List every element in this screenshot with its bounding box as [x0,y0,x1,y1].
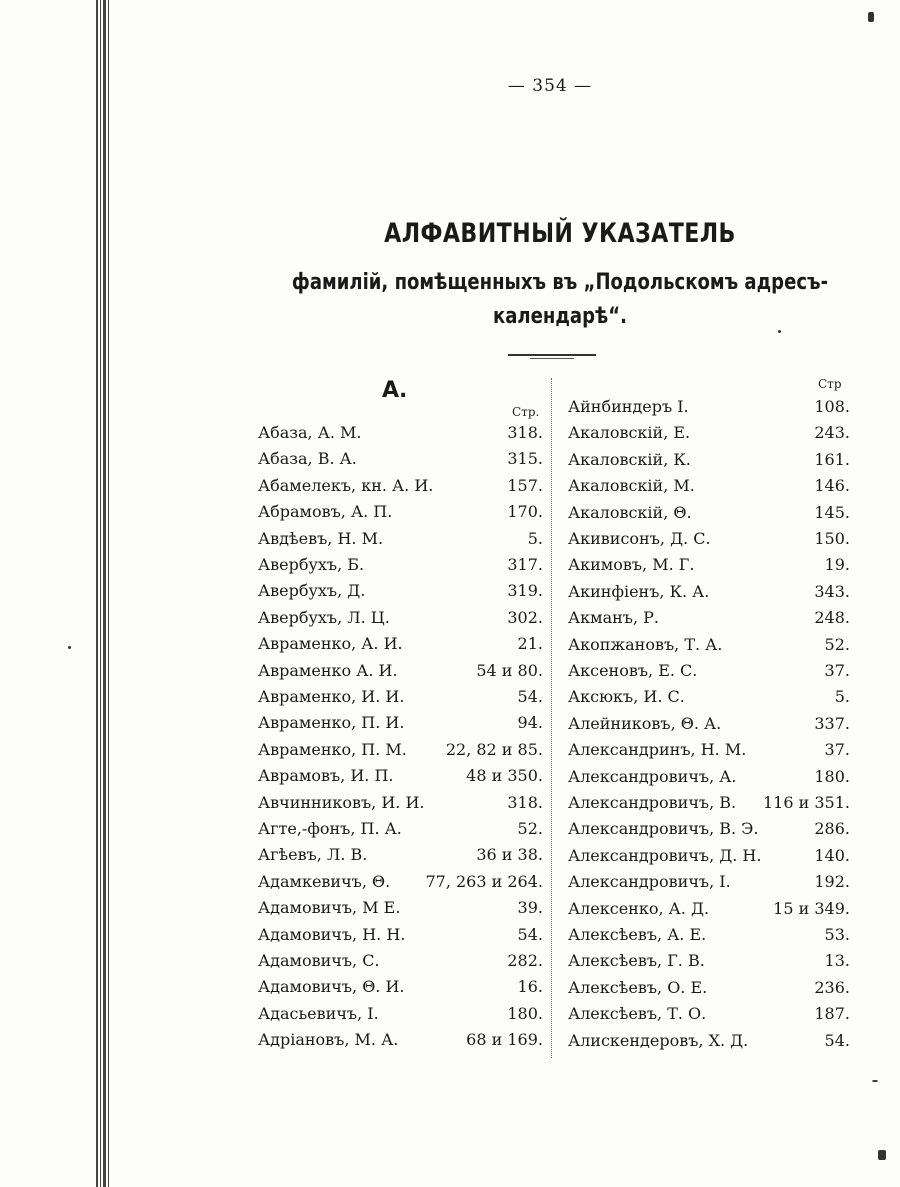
entry-name: Александровичъ, В. [568,793,737,812]
index-subtitle-line2: календарѣ“. [493,304,627,329]
entry-name: Авраменко, П. И. [258,713,405,733]
right-index-entry [568,948,850,974]
entry-page: 319. [507,581,543,601]
entry-page: 5. [834,687,850,707]
entry-name: Алейниковъ, Θ. А. [568,713,722,733]
right-index-entry [568,447,850,473]
right-index-entry [568,922,850,948]
print-speck [878,1150,886,1160]
binding-edge [96,0,110,1187]
right-index-entry [568,1001,850,1027]
title-rule-inner [530,358,574,359]
entry-page: 36 и 38. [476,845,543,865]
entry-page: 54. [517,924,543,944]
entry-page: 150. [814,529,850,548]
title-rule [508,354,596,356]
entry-page: 343. [814,581,850,601]
index-subtitle-line1: фамилій, помѣщенныхъ въ „Подольскомъ адресъ- [291,270,829,295]
entry-page: 68 и 169. [466,1030,543,1050]
entry-name: Александровичъ, Д. Н. [568,845,762,865]
entry-name: Акаловскій, Е. [568,423,691,443]
entry-name: Абрамовъ, А. П. [258,502,393,522]
right-column-header: Стр [818,377,842,391]
entry-page: 318. [507,423,543,442]
entry-page: 94. [517,713,543,733]
entry-name: Абаза, А. М. [258,423,362,442]
left-index-entry [258,869,543,895]
right-index-entry [568,843,850,869]
left-index-entry [258,658,543,684]
left-index-entry [258,790,543,816]
entry-page: 15 и 349. [773,898,850,918]
right-index-entry [568,869,850,895]
entry-page: 318. [507,792,543,812]
entry-name: Алексѣевъ, А. Е. [568,925,707,944]
entry-page: 48 и 350. [466,766,543,786]
entry-page: 37. [824,740,850,760]
left-column-header: Стр. [512,405,540,419]
entry-page: 22, 82 и 85. [445,739,543,759]
entry-page: 39. [517,898,543,918]
right-index-entry [568,737,850,763]
entry-name: Адасьевичъ, I. [258,1003,379,1023]
entry-name: Авраменко А. И. [258,660,398,680]
entry-name: Авраменко, И. И. [258,687,405,706]
entry-name: Агте,-фонъ, П. А. [258,819,402,838]
entry-name: Абамелекъ, кн. А. И. [258,475,434,495]
right-index-entry [568,764,850,790]
entry-name: Александровичъ, I. [568,872,731,892]
left-index-entry [258,1027,543,1053]
right-index-entry [568,632,850,658]
entry-page: 37. [824,661,850,680]
entry-name: Акаловскій, Θ. [568,502,692,522]
print-speck [778,330,781,333]
left-index-entry [258,737,543,763]
right-index-entry [568,816,850,842]
index-title: АЛФАВИТНЫЙ УКАЗАТЕЛЬ [384,218,736,249]
left-index-entry [258,605,543,631]
entry-page: 157. [507,475,543,495]
entry-page: 187. [814,1004,850,1024]
right-index-entry [568,658,850,684]
entry-name: Авербухъ, Д. [258,581,366,601]
entry-page: 317. [507,555,543,574]
right-index-entry [568,526,850,552]
entry-name: Авраменко, П. М. [258,739,407,759]
right-index-entry [568,684,850,710]
entry-name: Адамовичъ, Θ. И. [258,977,405,997]
entry-name: Алексѣевъ, О. Е. [568,977,708,997]
left-index-entry [258,578,543,604]
right-index-entry [568,394,850,420]
entry-page: 13. [824,951,850,971]
entry-name: Адріановъ, М. А. [258,1030,399,1050]
entry-page: 243. [814,423,850,443]
entry-page: 54. [517,687,543,706]
right-index-entry [568,473,850,499]
column-divider [551,378,558,1058]
print-speck [872,1080,878,1082]
entry-page: 282. [507,951,543,970]
entry-name: Абаза, В. А. [258,449,357,469]
entry-name: Авраменко, А. И. [258,634,403,654]
right-index-entry [568,711,850,737]
left-index-entry [258,895,543,921]
left-index-entry [258,526,543,552]
left-index-entry [258,842,543,868]
entry-page: 5. [527,528,543,548]
entry-name: Александринъ, Н. М. [568,740,747,760]
left-index-entry [258,763,543,789]
right-index-entry [568,975,850,1001]
entry-name: Аврамовъ, И. П. [258,766,394,786]
entry-page: 248. [814,608,850,628]
left-index-entry [258,631,543,657]
entry-name: Адамовичъ, С. [258,951,380,970]
entry-page: 54 и 80. [476,660,543,680]
entry-page: 180. [507,1003,543,1023]
right-index-entry [568,552,850,578]
left-index-entry [258,1001,543,1027]
left-index-entry [258,446,543,472]
right-index-entry [568,420,850,446]
right-index-entry [568,1028,850,1054]
entry-name: Аксеновъ, Е. С. [568,661,698,680]
left-index-entry [258,922,543,948]
entry-name: Авчинниковъ, И. И. [258,792,425,812]
entry-page: 52. [824,634,850,654]
left-index-entry [258,684,543,710]
entry-name: Авербухъ, Л. Ц. [258,607,390,627]
entry-page: 170. [507,502,543,522]
left-index-entry [258,816,543,842]
entry-name: Акопжановъ, Т. А. [568,634,723,654]
right-index-entry [568,500,850,526]
entry-name: Алексенко, А. Д. [568,898,710,918]
entry-name: Акивисонъ, Д. С. [568,529,711,548]
left-index-entry [258,948,543,974]
entry-name: Адамкевичъ, Θ. [258,871,391,891]
entry-page: 52. [517,819,543,838]
entry-page: 302. [507,607,543,627]
left-index-entry [258,974,543,1000]
entry-page: 77, 263 и 264. [425,871,543,891]
right-index-entry [568,896,850,922]
entry-page: 19. [824,555,850,575]
left-index-entry [258,552,543,578]
section-letter: А. [382,378,408,403]
entry-page: 54. [824,1030,850,1050]
entry-page: 140. [814,845,850,865]
entry-page: 21. [517,634,543,654]
entry-name: Аксюкъ, И. С. [568,687,685,707]
entry-page: 145. [814,502,850,522]
entry-page: 146. [814,476,850,496]
print-speck [68,646,71,649]
entry-name: Адамовичъ, М Е. [258,898,401,918]
entry-page: 180. [814,766,850,786]
entry-page: 161. [814,449,850,469]
right-index-entry [568,579,850,605]
entry-page: 53. [824,925,850,944]
entry-name: Акинфіенъ, К. А. [568,581,710,601]
entry-name: Александровичъ, В. Э. [568,819,759,839]
entry-page: 16. [517,977,543,997]
left-index-entry [258,499,543,525]
entry-name: Акаловскій, К. [568,449,691,469]
right-index-entry [568,790,850,816]
entry-page: 236. [814,977,850,997]
entry-name: Авдѣевъ, Н. М. [258,528,384,548]
right-index-entry [568,605,850,631]
entry-name: Айнбиндеръ I. [568,397,689,416]
left-index-entry [258,473,543,499]
entry-name: Акимовъ, М. Г. [568,555,695,575]
print-speck [868,12,874,22]
entry-name: Александровичъ, А. [568,766,737,786]
entry-name: Акаловскій, М. [568,476,695,496]
entry-name: Авербухъ, Б. [258,555,365,574]
entry-page: 286. [814,819,850,839]
entry-name: Агѣевъ, Л. В. [258,845,368,865]
entry-page: 192. [814,872,850,892]
entry-name: Алексѣевъ, Г. В. [568,951,705,971]
entry-name: Алискендеровъ, Х. Д. [568,1030,749,1050]
entry-name: Адамовичъ, Н. Н. [258,924,406,944]
entry-page: 116 и 351. [763,793,850,812]
entry-name: Алексѣевъ, Т. О. [568,1004,707,1024]
page-number: — 354 — [507,76,593,96]
left-index-entry [258,420,543,446]
entry-name: Акманъ, Р. [568,608,659,628]
entry-page: 108. [814,397,850,416]
entry-page: 315. [507,449,543,469]
left-index-entry [258,710,543,736]
entry-page: 337. [814,713,850,733]
